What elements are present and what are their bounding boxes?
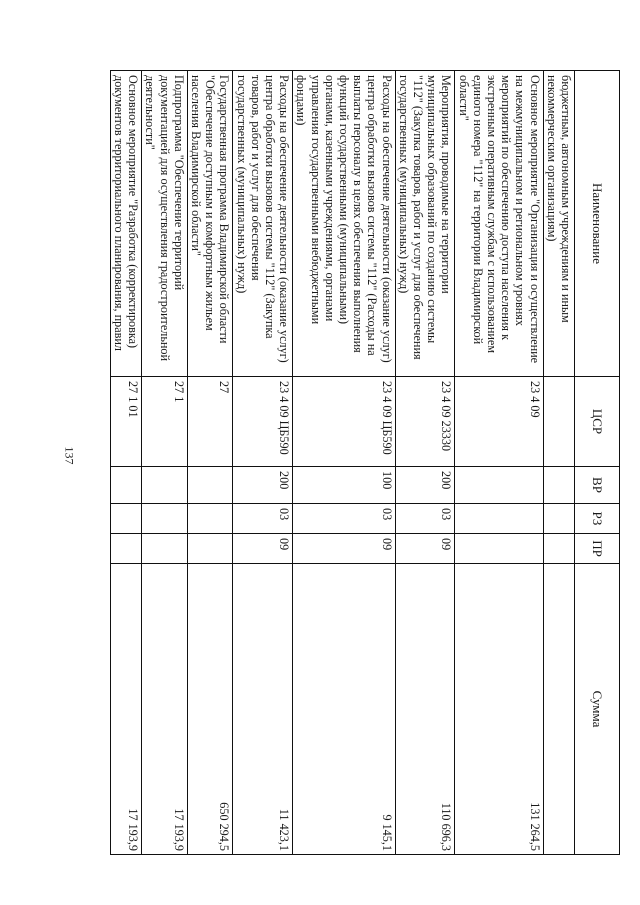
cell-pr: 09 (233, 534, 293, 564)
header-vr: ВР (575, 467, 620, 504)
cell-sum: 11 423,1 (233, 564, 293, 855)
cell-name: бюджетным, автономным учреждениям и иным некоммерческим организациям) (543, 71, 574, 377)
cell-vr: 200 (233, 467, 293, 504)
cell-vr: 200 (395, 467, 455, 504)
cell-name: Расходы на обеспечение деятельности (оказание услуг) центра обработки вызовов системы "112" (Закупка товаров, работ и услуг для обеспечения государственных (муниципальных) нужд) (233, 71, 293, 377)
cell-csr: 27 1 (142, 377, 188, 467)
cell-name: Расходы на обеспечение деятельности (оказание услуг) центра обработки вызовов системы "112" (Расходы на выплаты персоналу в целях обеспечения выполнения функций государственными (муниципальными) органами, казенными учреждениями, органами управления государственными внебюджетными фондами) (293, 71, 395, 377)
table-row (395, 71, 455, 855)
cell-pr (543, 534, 574, 564)
cell-sum (543, 564, 574, 855)
cell-rz: 03 (395, 504, 455, 534)
cell-sum: 110 696,3 (395, 564, 455, 855)
cell-rz (455, 504, 543, 534)
cell-name: Мероприятия, проводимые на территории муниципальных образований по созданию системы "112" (Закупка товаров, работ и услуг для обеспечения государственных (муниципальных) нужд) (395, 71, 455, 377)
cell-pr: 09 (395, 534, 455, 564)
cell-rz: 03 (293, 504, 395, 534)
cell-vr (187, 467, 233, 504)
cell-csr: 23 4 09 (455, 377, 543, 467)
cell-name: Основное мероприятие "Разработка (корректировка) документов территориального планирования, правил (110, 71, 141, 377)
cell-sum: 131 264,5 (455, 564, 543, 855)
budget-table (110, 70, 620, 855)
cell-sum: 650 294,5 (187, 564, 233, 855)
cell-pr (455, 534, 543, 564)
cell-pr: 09 (293, 534, 395, 564)
cell-name: Основное мероприятие "Организация и осуществление на межмуниципальном и региональном уровнях мероприятий по обеспечению доступа населения к экстренным оперативным службам с использованием единого номера "112" на территории Владимирской области" (455, 71, 543, 377)
header-sum: Сумма (575, 564, 620, 855)
header-name: Наименование (575, 71, 620, 377)
cell-csr (543, 377, 574, 467)
cell-sum: 17 193,9 (110, 564, 141, 855)
cell-csr: 23 4 09 ЦБ590 (293, 377, 395, 467)
cell-rz (110, 504, 141, 534)
cell-pr (142, 534, 188, 564)
cell-sum: 17 193,9 (142, 564, 188, 855)
budget-table-rotated (111, 70, 620, 855)
cell-name: Подпрограмма "Обеспечение территорий документацией для осуществления градостроительной деятельности" (142, 71, 188, 377)
cell-pr (187, 534, 233, 564)
cell-pr (110, 534, 141, 564)
header-pr: ПР (575, 534, 620, 564)
cell-csr: 23 4 09 23330 (395, 377, 455, 467)
cell-name: Государственная программа Владимирской области "Обеспечение доступным и комфортным жильем населения Владимирской области" (187, 71, 233, 377)
table-row (187, 71, 233, 855)
header-csr: ЦСР (575, 377, 620, 467)
table-row (455, 71, 543, 855)
cell-rz (142, 504, 188, 534)
table-header-row (575, 71, 620, 855)
table-row (543, 71, 574, 855)
table-row (293, 71, 395, 855)
table-row (110, 71, 141, 855)
cell-vr: 100 (293, 467, 395, 504)
table-row (142, 71, 188, 855)
table-row (233, 71, 293, 855)
cell-vr (110, 467, 141, 504)
cell-csr: 23 4 09 ЦБ590 (233, 377, 293, 467)
header-rz: РЗ (575, 504, 620, 534)
page-number: 137 (62, 446, 77, 465)
cell-csr: 27 (187, 377, 233, 467)
cell-sum: 9 145,1 (293, 564, 395, 855)
cell-rz: 03 (233, 504, 293, 534)
cell-rz (543, 504, 574, 534)
cell-vr (142, 467, 188, 504)
cell-vr (543, 467, 574, 504)
cell-rz (187, 504, 233, 534)
cell-csr: 27 1 01 (110, 377, 141, 467)
cell-vr (455, 467, 543, 504)
